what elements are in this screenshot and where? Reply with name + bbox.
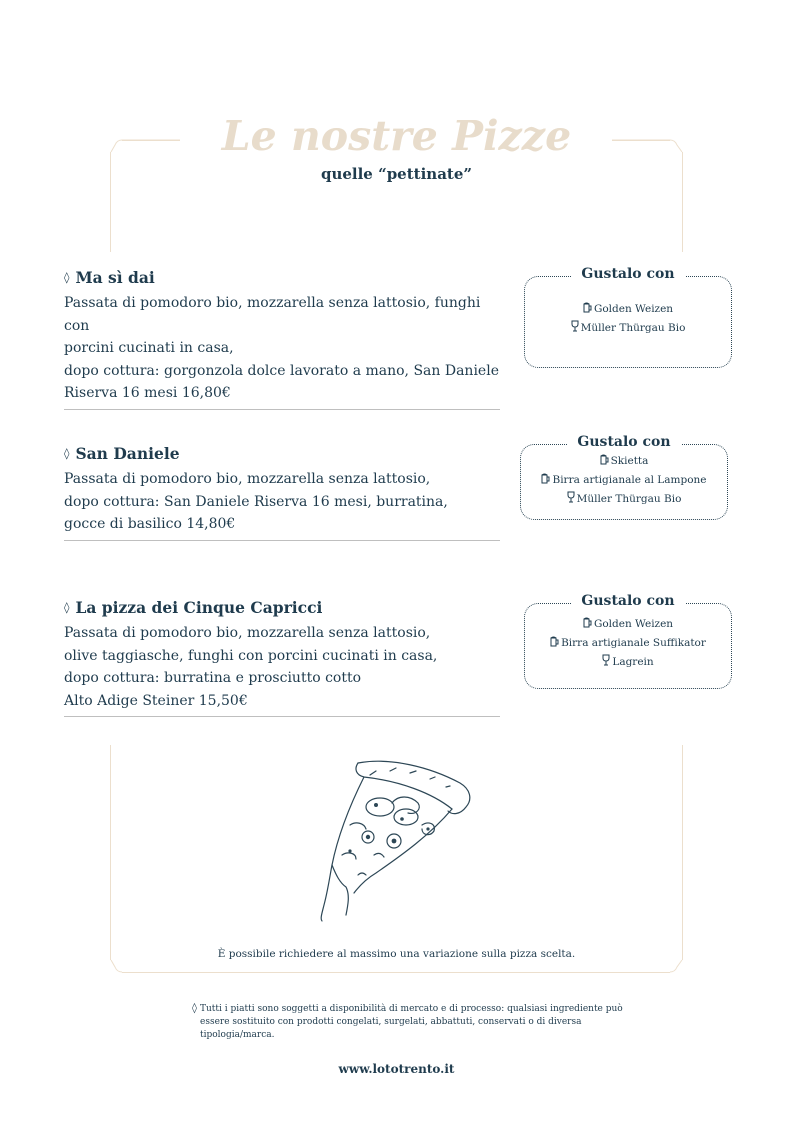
diamond-icon: ◊	[64, 601, 70, 614]
page-title: Le nostre Pizze	[221, 112, 572, 160]
pizza-description: Passata di pomodoro bio, mozzarella senza lattosio, dopo cottura: San Daniele Riserva 16 mesi, burratina, gocce di basilico 14,80€	[64, 471, 448, 532]
pairing-item: Golden Weizen	[524, 300, 732, 319]
pairing-item: Birra artigianale Suffikator	[524, 634, 732, 653]
pairing-heading: Gustalo con	[524, 266, 732, 282]
pizza-description: Passata di pomodoro bio, mozzarella senza lattosio, funghi con porcini cucinati in casa, dopo cottura: gorgonzola dolce lavorato a mano, San Daniele Riserva 16 mesi 16,80€	[64, 295, 499, 401]
divider	[64, 540, 500, 541]
pizza-name: ◊ Ma sì dai	[64, 268, 155, 287]
diamond-icon: ◊	[64, 271, 70, 284]
pizza-name: ◊ La pizza dei Cinque Capricci	[64, 598, 323, 617]
pairing-heading: Gustalo con	[524, 593, 732, 609]
pizza-item	[64, 268, 504, 410]
beer-icon	[550, 637, 561, 649]
wine-glass-icon	[571, 322, 581, 334]
page-subtitle: quelle “pettinate”	[320, 165, 473, 183]
pizza-slice-illustration	[310, 755, 480, 925]
pairing-item: Skietta	[520, 452, 728, 471]
diamond-icon: ◊	[192, 1003, 197, 1014]
beer-icon	[541, 474, 552, 486]
beer-icon	[583, 303, 594, 315]
divider	[64, 409, 500, 410]
pizza-item	[64, 444, 504, 541]
variation-note: È possibile richiedere al massimo una variazione sulla pizza scelta.	[217, 948, 576, 960]
pizza-description: Passata di pomodoro bio, mozzarella senza lattosio, olive taggiasche, funghi con porcini cucinati in casa, dopo cottura: burratina e prosciutto cotto Alto Adige Steiner 15,50€	[64, 625, 438, 709]
pizza-item	[64, 598, 504, 717]
pairing-box	[524, 266, 732, 368]
pairing-item: Müller Thürgau Bio	[520, 490, 728, 509]
diamond-icon: ◊	[64, 447, 70, 460]
wine-glass-icon	[602, 656, 612, 668]
pizza-name: ◊ San Daniele	[64, 444, 180, 463]
pairing-item: Golden Weizen	[524, 615, 732, 634]
pairing-heading: Gustalo con	[520, 434, 728, 450]
pairing-item: Müller Thürgau Bio	[524, 319, 732, 338]
beer-icon	[600, 455, 611, 467]
pairing-item: Birra artigianale al Lampone	[520, 471, 728, 490]
disclaimer: ◊ Tutti i piatti sono soggetti a disponibilità di mercato e di processo: qualsiasi ingrediente può essere sostituito con prodotti congelati, surgelati, abbattuti, conservati o di diversa tipologia/marca.	[192, 1003, 623, 1040]
pairing-box	[524, 593, 732, 689]
pairing-item: Lagrein	[524, 653, 732, 672]
pairing-box	[520, 434, 728, 520]
wine-glass-icon	[567, 493, 577, 505]
website-link[interactable]: www.lototrento.it	[338, 1062, 455, 1076]
divider	[64, 716, 500, 717]
beer-icon	[583, 618, 594, 630]
